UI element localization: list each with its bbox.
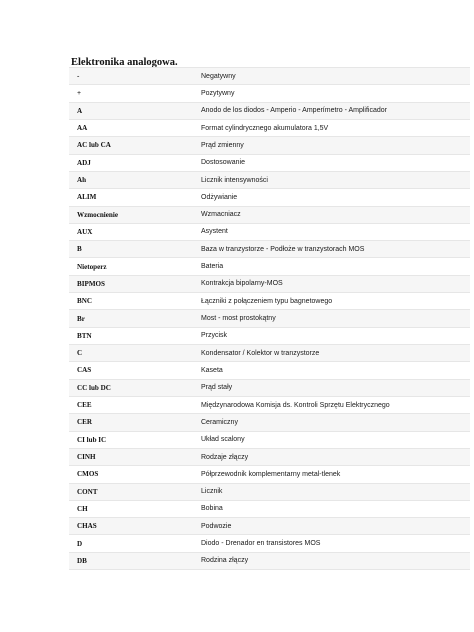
glossary-row xyxy=(69,518,470,535)
glossary-term: CC lub DC xyxy=(69,379,201,396)
glossary-meaning: Dostosowanie xyxy=(201,154,470,171)
glossary-term: Wzmocnienie xyxy=(69,206,201,223)
glossary-row xyxy=(69,119,470,136)
glossary-row xyxy=(69,362,470,379)
glossary-term: Br xyxy=(69,310,201,327)
glossary-term: B xyxy=(69,241,201,258)
glossary-row xyxy=(69,137,470,154)
glossary-row xyxy=(69,189,470,206)
glossary-meaning: Odżywianie xyxy=(201,189,470,206)
glossary-term: CINH xyxy=(69,448,201,465)
glossary-body xyxy=(69,68,470,570)
glossary-term: CH xyxy=(69,500,201,517)
glossary-meaning: Bateria xyxy=(201,258,470,275)
glossary-row xyxy=(69,275,470,292)
glossary-meaning: Półprzewodnik komplementarny metal-tlenek xyxy=(201,466,470,483)
glossary-meaning: Negatywny xyxy=(201,68,470,85)
glossary-row xyxy=(69,258,470,275)
glossary-meaning: Anodo de los diodos - Amperio - Amperímetro - Amplificador xyxy=(201,102,470,119)
glossary-row xyxy=(69,431,470,448)
glossary-row xyxy=(69,293,470,310)
glossary-meaning: Most - most prostokątny xyxy=(201,310,470,327)
glossary-term: C xyxy=(69,345,201,362)
glossary-term: CONT xyxy=(69,483,201,500)
glossary-row xyxy=(69,206,470,223)
glossary-meaning: Ceramiczny xyxy=(201,414,470,431)
glossary-row xyxy=(69,102,470,119)
glossary-row xyxy=(69,500,470,517)
glossary-meaning: Pozytywny xyxy=(201,85,470,102)
glossary-term: ALIM xyxy=(69,189,201,206)
glossary-meaning: Wzmacniacz xyxy=(201,206,470,223)
glossary-meaning: Format cylindrycznego akumulatora 1,5V xyxy=(201,119,470,136)
glossary-term: BTN xyxy=(69,327,201,344)
glossary-term: CI lub IC xyxy=(69,431,201,448)
glossary-meaning: Kaseta xyxy=(201,362,470,379)
glossary-term: A xyxy=(69,102,201,119)
glossary-meaning: Prąd zmienny xyxy=(201,137,470,154)
glossary-row xyxy=(69,552,470,569)
glossary-meaning: Baza w tranzystorze - Podłoże w tranzystorach MOS xyxy=(201,241,470,258)
glossary-meaning: Rodzaje złączy xyxy=(201,448,470,465)
glossary-term: Ah xyxy=(69,171,201,188)
glossary-term: CER xyxy=(69,414,201,431)
glossary-term: AA xyxy=(69,119,201,136)
glossary-row xyxy=(69,414,470,431)
glossary-term: CMOS xyxy=(69,466,201,483)
glossary-term: D xyxy=(69,535,201,552)
glossary-row xyxy=(69,345,470,362)
glossary-row xyxy=(69,379,470,396)
glossary-row xyxy=(69,466,470,483)
glossary-row xyxy=(69,68,470,85)
glossary-meaning: Bobina xyxy=(201,500,470,517)
glossary-meaning: Licznik xyxy=(201,483,470,500)
glossary-term: BIPMOS xyxy=(69,275,201,292)
glossary-term: + xyxy=(69,85,201,102)
glossary-meaning: Podwozie xyxy=(201,518,470,535)
glossary-row xyxy=(69,154,470,171)
document-title: Elektronika analogowa. xyxy=(71,57,178,68)
glossary-term: CEE xyxy=(69,396,201,413)
glossary-row xyxy=(69,483,470,500)
glossary-term: ADJ xyxy=(69,154,201,171)
glossary-term: AUX xyxy=(69,223,201,240)
glossary-table xyxy=(69,67,470,570)
glossary-meaning: Asystent xyxy=(201,223,470,240)
glossary-row xyxy=(69,171,470,188)
glossary-meaning: Międzynarodowa Komisja ds. Kontroli Sprzętu Elektrycznego xyxy=(201,396,470,413)
glossary-term: - xyxy=(69,68,201,85)
glossary-meaning: Diodo - Drenador en transistores MOS xyxy=(201,535,470,552)
glossary-row xyxy=(69,535,470,552)
glossary-meaning: Układ scalony xyxy=(201,431,470,448)
glossary-row xyxy=(69,310,470,327)
glossary-term: BNC xyxy=(69,293,201,310)
glossary-term: CAS xyxy=(69,362,201,379)
glossary-meaning: Licznik intensywności xyxy=(201,171,470,188)
glossary-row xyxy=(69,223,470,240)
glossary-meaning: Kontrakcja bipolarny-MOS xyxy=(201,275,470,292)
glossary-row xyxy=(69,241,470,258)
glossary-meaning: Prąd stały xyxy=(201,379,470,396)
glossary-term: AC lub CA xyxy=(69,137,201,154)
glossary-term: CHAS xyxy=(69,518,201,535)
glossary-meaning: Rodzina złączy xyxy=(201,552,470,569)
glossary-term: Nietoperz xyxy=(69,258,201,275)
glossary-meaning: Łączniki z połączeniem typu bagnetowego xyxy=(201,293,470,310)
glossary-row xyxy=(69,85,470,102)
glossary-row xyxy=(69,448,470,465)
glossary-term: DB xyxy=(69,552,201,569)
glossary-meaning: Przycisk xyxy=(201,327,470,344)
glossary-meaning: Kondensator / Kolektor w tranzystorze xyxy=(201,345,470,362)
glossary-row xyxy=(69,327,470,344)
glossary-row xyxy=(69,396,470,413)
